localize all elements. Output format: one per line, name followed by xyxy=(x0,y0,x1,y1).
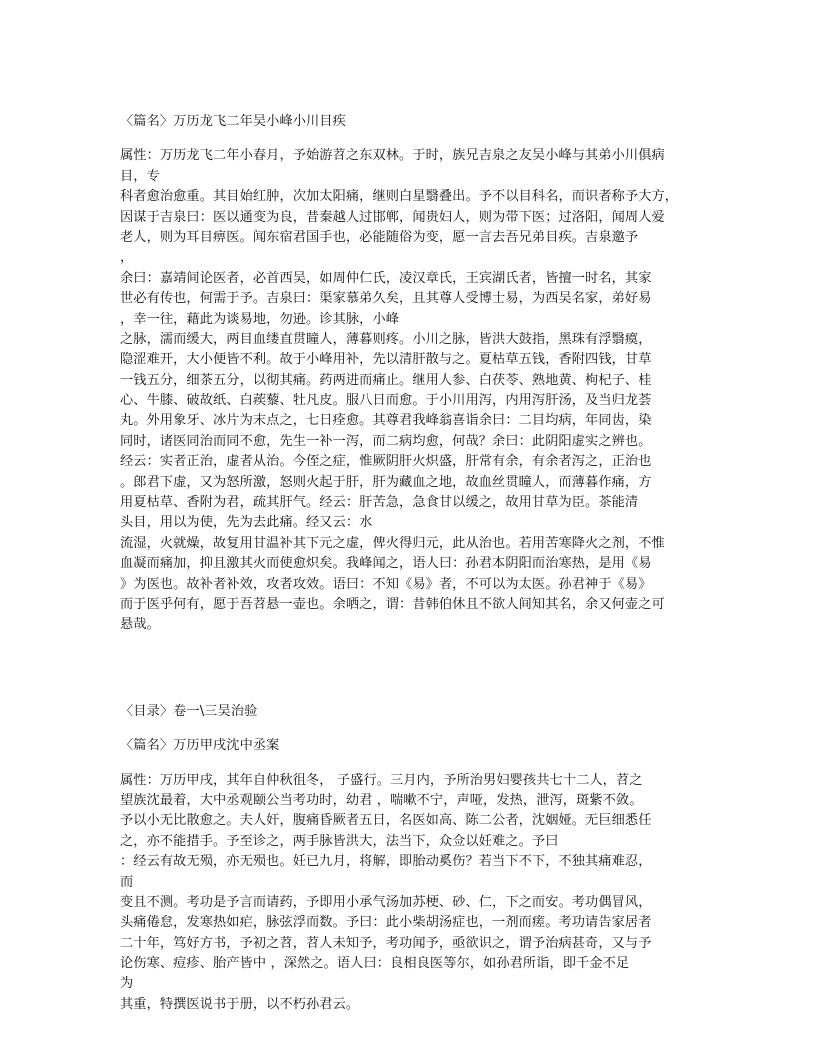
body-line: 论伤寒、痘疹、胎产皆中 ，深然之。语人曰：良相良医等尔，如孙君所诣，即千金不足 xyxy=(120,956,630,972)
body-line: 流湿，火就燥，故复用甘温补其下元之虚，俾火得归元，此从治也。若用苦寒降火之剂，不惟 xyxy=(120,535,665,551)
body-line: 血凝而痛加，抑且激其火而使愈炽矣。我峰闻之，语人曰：孙君本阴阳而治寒热，是用《易 xyxy=(120,556,652,572)
body-line: ，幸一往，藉此为谈易地，勿逊。诊其脉，小峰 xyxy=(120,311,400,327)
article-body xyxy=(120,771,700,1016)
body-line: 丸。外用象牙、冰片为末点之，七日痊愈。其尊君我峰翁喜诣余曰：二目均病，年同齿，染 xyxy=(120,413,652,429)
body-line: 属性：万历龙飞二年小春月，予始游苕之东双林。于时，族兄吉泉之友吴小峰与其弟小川俱病 xyxy=(120,148,665,164)
body-line: 科者愈治愈重。其目始红肿，次加太阳痛，继则白星翳叠出。予不以目科名，而识者称予大方， xyxy=(120,189,679,205)
body-line: 心、牛膝、破故纸、白蒺藜、牡凡皮。服八日而愈。于小川用泻，内用泻肝汤，及当归龙荟 xyxy=(120,393,652,409)
body-line: 属性：万历甲戌，其年自仲秋徂冬， 子盛行。三月内，予所治男妇婴孩共七十二人，苕之 xyxy=(120,772,643,788)
body-line: 其重，特撰医说书于册，以不朽孙君云。 xyxy=(120,996,360,1012)
body-line: 予以小无比散愈之。夫人奸，腹痛昏厥者五日，名医如高、陈二公者，沈姻娅。无巨细悉任 xyxy=(120,813,652,829)
spacer xyxy=(120,636,700,702)
body-line: 一钱五分，细茶五分，以彻其痛。药两进而痛止。继用人参、白茯苓、熟地黄、枸杞子、桂 xyxy=(120,372,652,388)
body-line: 隐涩难开，大小便皆不利。故于小峰用补，先以清肝散与之。夏枯草五钱，香附四钱，甘草 xyxy=(120,352,652,368)
body-line: 变且不测。考功是予言而请药，予即用小承气汤加苏梗、砂、仁，下之而安。考功偶冒风， xyxy=(120,894,652,910)
body-line: 而于医乎何有，愿于吾苕悬一壶也。余哂之，谓：昔韩伯休且不欲人间知其名，余又何壶之可 xyxy=(120,596,665,612)
document-page xyxy=(120,0,700,1015)
body-line: 目，专 xyxy=(120,168,160,184)
top-margin xyxy=(120,0,700,112)
body-line: 头目，用以为使，先为去此痛。经又云：水 xyxy=(120,515,373,531)
body-line: 世必有传也，何需于予。吉泉曰：渠家慕弟久矣，且其尊人受博士易，为西吴名家，弟好易 xyxy=(120,291,652,307)
body-line: 经云：实者正治，虚者从治。今侄之症，惟厥阴肝火炽盛，肝常有余，有余者泻之，正治也 xyxy=(120,454,652,470)
body-line: 而 xyxy=(120,874,134,890)
body-line: 之，亦不能措手。予至诊之，两手脉皆洪大，法当下，众佥以妊难之。予曰 xyxy=(120,833,559,849)
article-body xyxy=(120,146,700,635)
body-line: 》为医也。故补者补效，攻者攻效。语曰：不知《易》者，不可以为太医。孙君神于《易》 xyxy=(120,576,652,592)
body-line: 悬哉。 xyxy=(120,617,160,633)
body-line: 老人，则为耳目痹医。闻东宿君国手也，必能随俗为变，愿一言去吾兄弟目疾。吉泉邀予 xyxy=(120,229,639,245)
catalog-heading: 〈目录〉卷一\三吴治验 xyxy=(120,703,258,719)
article-title: 〈篇名〉万历甲戌沈中丞案 xyxy=(120,738,280,754)
body-line: 。郎君下虚，又为怒所激，怒则火起于肝，肝为藏血之地，故血丝贯瞳人，而薄暮作痛，方 xyxy=(120,474,652,490)
body-line: 因谋于吉泉曰：医以通变为良，昔秦越人过邯郸，闻贵妇人，则为带下医；过洛阳，闻周人爱 xyxy=(120,209,665,225)
body-line: 二十年，笃好方书，予初之苕，苕人未知予，考功闻予，亟欲识之，谓予治病甚奇，又与予 xyxy=(120,935,652,951)
article-title: 〈篇名〉万历龙飞二年吴小峰小川目疾 xyxy=(120,114,346,129)
body-line: 头痛倦怠，发寒热如疟，脉弦浮而数。予曰：此小柴胡汤症也，一剂而瘥。考功请告家居者 xyxy=(120,915,652,931)
spacer xyxy=(120,132,700,146)
body-line: 余曰：嘉靖间论医者，必首西吴，如周仲仁氏，凌汉章氏，王宾湖氏者，皆擅一时名，其家 xyxy=(120,270,652,286)
body-line: ：经云有故无殒，亦无殒也。妊已九月，将解，即胎动奚伤？若当下不下，不独其痛难忍， xyxy=(120,854,652,870)
body-line: 之脉，濡而缓大，两目血缕直贯瞳人，薄暮则疼。小川之脉，皆洪大鼓指，黑珠有浮翳瘼， xyxy=(120,331,652,347)
body-line: 同时，诸医同治而同不愈，先生一补一泻，而二病均愈，何哉？余曰：此阴阳虚实之辨也。 xyxy=(120,433,652,449)
body-line: ， xyxy=(120,250,134,266)
body-line: 用夏枯草、香附为君，疏其肝气。经云：肝苦急，急食甘以缓之，故用甘草为臣。茶能清 xyxy=(120,495,639,511)
body-line: 为 xyxy=(120,976,134,992)
spacer xyxy=(120,757,700,771)
body-line: 望族沈最着，大中丞观颐公当考功时，幼君 ，喘嗽不宁，声哑，发热，泄泻，斑紫不敛。 xyxy=(120,792,643,808)
spacer xyxy=(120,722,700,736)
